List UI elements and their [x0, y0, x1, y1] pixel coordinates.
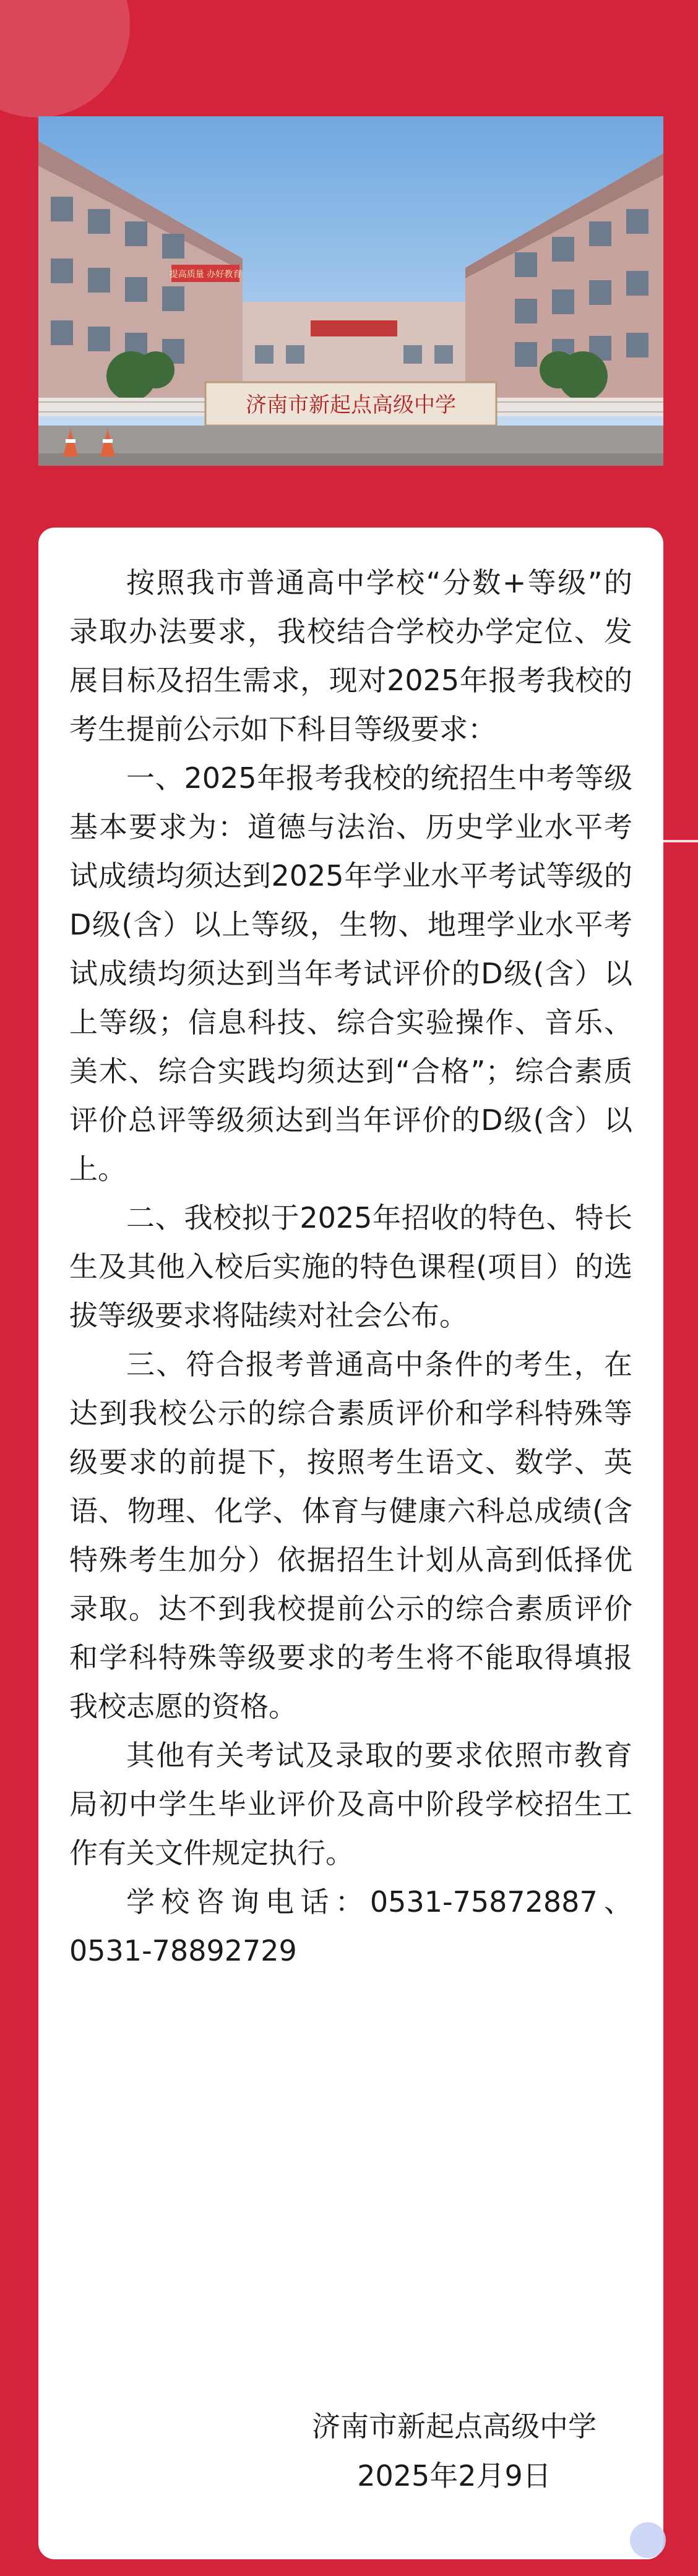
building-banner-text: 提高质量 办好教育	[169, 270, 242, 280]
notice-card	[38, 528, 663, 2559]
notice-body	[69, 558, 632, 1975]
signature-school: 济南市新起点高级中学	[312, 2410, 597, 2443]
decorative-dot	[630, 2522, 666, 2558]
school-gate-illustration	[38, 116, 663, 466]
gate-sign-text: 济南市新起点高级中学	[246, 393, 456, 417]
signature-date: 2025年2月9日	[357, 2459, 551, 2493]
center-building	[243, 302, 465, 395]
contact-phone-paragraph: 学校咨询电话：0531-75872887、0531-78892729	[69, 1885, 632, 1967]
decorative-circle	[0, 0, 130, 118]
other-requirements-paragraph: 其他有关考试及录取的要求依照市教育局初中学生毕业评价及高中阶段学校招生工作有关文件规定执行。	[69, 1739, 632, 1870]
school-gate-photo	[38, 116, 663, 466]
decorative-line	[661, 840, 698, 842]
section-three-paragraph: 三、符合报考普通高中条件的考生，在达到我校公示的综合素质评价和学科特殊等级要求的前提下，按照考生语文、数学、英语、物理、化学、体育与健康六科总成绩(含特殊考生加分）依据招生计划从高到低择优录取。达不到我校提前公示的综合素质评价和学科特殊等级要求的考生将不能取得填报我校志愿的资格。	[69, 1348, 632, 1723]
section-two-paragraph: 二、我校拟于2025年招收的特色、特长生及其他入校后实施的特色课程(项目）的选拔等级要求将陆续对社会公布。	[69, 1201, 632, 1332]
intro-paragraph: 按照我市普通高中学校“分数+等级”的录取办法要求，我校结合学校办学定位、发展目标及招生需求，现对2025年报考我校的考生提前公示如下科目等级要求：	[69, 566, 632, 746]
section-one-paragraph: 一、2025年报考我校的统招生中考等级基本要求为：道德与法治、历史学业水平考试成绩均须达到2025年学业水平考试等级的D级(含）以上等级，生物、地理学业水平考试成绩均须达到当年考试评价的D级(含）以上等级；信息科技、综合实验操作、音乐、美术、综合实践均须达到“合格”；综合素质评价总评等级须达到当年评价的D级(含）以上。	[69, 761, 632, 1186]
signature-block	[293, 2402, 615, 2501]
